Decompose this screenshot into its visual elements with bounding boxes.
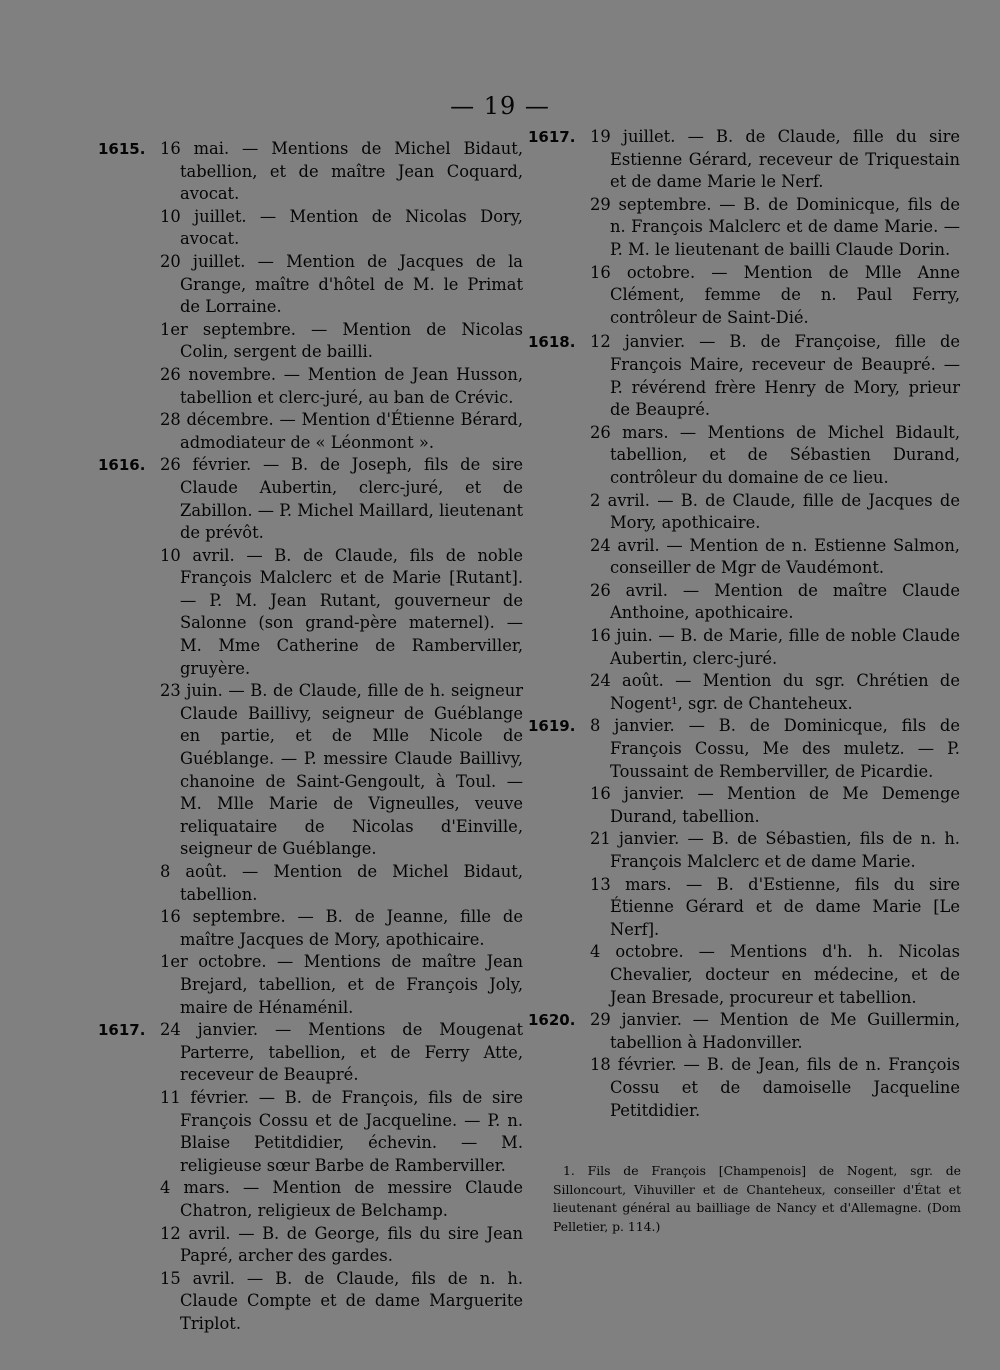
register-entry: 16 mai. — Mentions de Michel Bidaut, tabellion, et de maître Jean Coquard, avocat.: [160, 139, 523, 204]
register-entry: 24 août. — Mention du sgr. Chrétien de Nogent¹, sgr. de Chanteheux.: [590, 671, 960, 713]
year-block: [98, 1019, 523, 1335]
register-entry: 20 juillet. — Mention de Jacques de la Grange, maître d'hôtel de M. le Primat de Lorraine.: [160, 251, 523, 317]
left-column: [98, 126, 523, 1335]
register-entry: 26 avril. — Mention de maître Claude Anthoine, apothicaire.: [590, 580, 960, 623]
page-number: — 19 —: [450, 92, 550, 120]
register-entry: 16 octobre. — Mention de Mlle Anne Clément, femme de n. Paul Ferry, contrôleur de Saint-Dié.: [590, 262, 960, 327]
register-entry: 29 septembre. — B. de Dominicque, fils de n. François Malclerc et de dame Marie. — P. M. le lieutenant de bailli Claude Dorin.: [590, 194, 960, 259]
register-entry: 28 décembre. — Mention d'Étienne Bérard, admodiateur de « Léonmont ».: [160, 410, 523, 452]
register-entry: 24 janvier. — Mentions de Mougenat Parterre, tabellion, et de Ferry Atte, receveur de Beaupré.: [160, 1020, 523, 1085]
register-entry: 26 février. — B. de Joseph, fils de sire Claude Aubertin, clerc-juré, et de Zabillon. — P. Michel Maillard, lieutenant de prévôt.: [160, 455, 523, 543]
register-entry: 4 mars. — Mention de messire Claude Chatron, religieux de Belchamp.: [160, 1178, 523, 1220]
register-entry: 10 juillet. — Mention de Nicolas Dory, avocat.: [160, 206, 523, 249]
register-entry: 29 janvier. — Mention de Me Guillermin, tabellion à Hadonviller.: [590, 1010, 960, 1052]
year-block: [528, 1009, 960, 1122]
register-entry: 16 septembre. — B. de Jeanne, fille de maître Jacques de Mory, apothicaire.: [160, 907, 523, 949]
register-entry: 1er septembre. — Mention de Nicolas Colin, sergent de bailli.: [160, 319, 523, 362]
year-block: [528, 715, 960, 1009]
register-entry: 18 février. — B. de Jean, fils de n. François Cossu et de damoiselle Jacqueline Petitdidier.: [590, 1055, 960, 1120]
register-entry: 12 janvier. — B. de Françoise, fille de François Maire, receveur de Beaupré. — P. révérend frère Henry de Mory, prieur de Beaupré.: [590, 332, 960, 420]
register-entry: 10 avril. — B. de Claude, fils de noble François Malclerc et de Marie [Rutant]. — P. M. Jean Rutant, gouverneur de Salonne (son grand-père maternel). — M. Mme Catherine de Ramberviller, gruyère.: [160, 545, 523, 678]
register-entry: 19 juillet. — B. de Claude, fille du sire Estienne Gérard, receveur de Triquestain et de dame Marie le Nerf.: [590, 127, 960, 192]
register-entry: 26 mars. — Mentions de Michel Bidault, tabellion, et de Sébastien Durand, contrôleur du domaine de ce lieu.: [590, 422, 960, 487]
year-block: [528, 126, 960, 329]
year-label: 1615.: [98, 140, 146, 158]
year-label: 1617.: [528, 128, 576, 146]
register-entry: 13 mars. — B. d'Estienne, fils du sire Étienne Gérard et de dame Marie [Le Nerf].: [590, 874, 960, 939]
register-entry: 15 avril. — B. de Claude, fils de n. h. Claude Compte et de dame Marguerite Triplot.: [160, 1268, 523, 1333]
year-block: [528, 331, 960, 715]
register-entry: 23 juin. — B. de Claude, fille de h. seigneur Claude Baillivy, seigneur de Guéblange en partie, et de Mlle Nicole de Guéblange. — P. messire Claude Baillivy, chanoine de Saint-Gengoult, à Toul. — M. Mlle Marie de Vigneulles, veuve reliquataire de Nicolas d'Einville, seigneur de Guéblange.: [160, 681, 523, 859]
register-entry: 24 avril. — Mention de n. Estienne Salmon, conseiller de Mgr de Vaudémont.: [590, 535, 960, 578]
register-entry: 16 janvier. — Mention de Me Demenge Durand, tabellion.: [590, 784, 960, 826]
register-entry: 21 janvier. — B. de Sébastien, fils de n. h. François Malclerc et de dame Marie.: [590, 829, 960, 871]
year-label: 1619.: [528, 717, 576, 736]
register-entry: 1er octobre. — Mentions de maître Jean Brejard, tabellion, et de François Joly, maire de Hénaménil.: [160, 952, 523, 1017]
footnote: 1. Fils de François [Champenois] de Nogent, sgr. de Silloncourt, Vihuviller et de Chanteheux, conseiller d'État et lieutenant général au bailliage de Nancy et d'Allemagne. (Dom Pelletier, p. 114.): [553, 1163, 961, 1234]
register-entry: 4 octobre. — Mentions d'h. h. Nicolas Chevalier, docteur en médecine, et de Jean Bresade, procureur et tabellion.: [590, 942, 960, 1007]
register-entry: 8 janvier. — B. de Dominicque, fils de François Cossu, Me des muletz. — P. Toussaint de Remberviller, de Picardie.: [590, 716, 960, 781]
year-label: 1616.: [98, 456, 146, 475]
right-column: [528, 126, 960, 1122]
register-entry: 12 avril. — B. de George, fils du sire Jean Papré, archer des gardes.: [160, 1223, 523, 1266]
register-entry: 16 juin. — B. de Marie, fille de noble Claude Aubertin, clerc-juré.: [590, 626, 960, 668]
register-entry: 2 avril. — B. de Claude, fille de Jacques de Mory, apothicaire.: [590, 490, 960, 533]
register-entry: 8 août. — Mention de Michel Bidaut, tabellion.: [160, 862, 523, 904]
year-block: [98, 454, 523, 1019]
year-label: 1620.: [528, 1011, 576, 1030]
year-label: 1617.: [98, 1021, 146, 1040]
year-block: [98, 138, 523, 454]
year-label: 1618.: [528, 333, 576, 352]
register-entry: 11 février. — B. de François, fils de sire François Cossu et de Jacqueline. — P. n. Blaise Petitdidier, échevin. — M. religieuse sœur Barbe de Ramberviller.: [160, 1087, 523, 1175]
register-entry: 26 novembre. — Mention de Jean Husson, tabellion et clerc-juré, au ban de Crévic.: [160, 364, 523, 407]
